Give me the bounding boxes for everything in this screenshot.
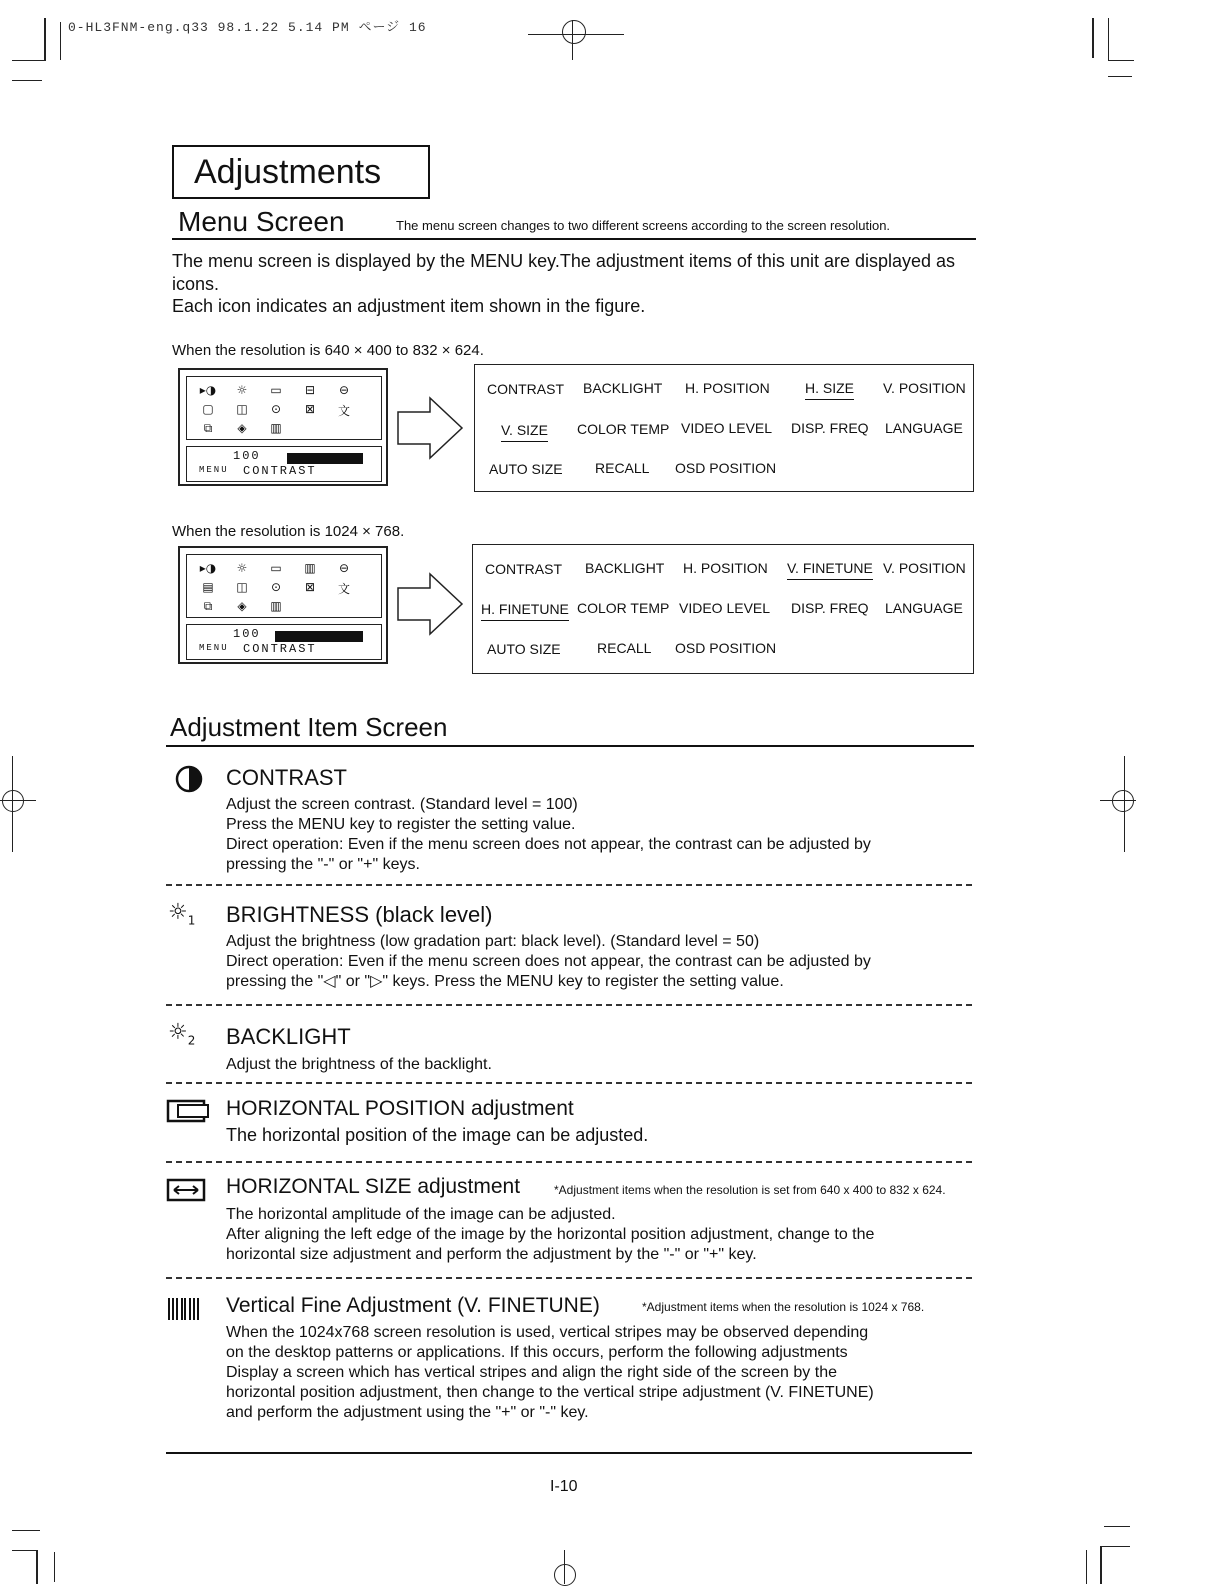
section-line: Press the MENU key to register the setting value. xyxy=(226,816,576,833)
section-line: and perform the adjustment using the "+" or "-" key. xyxy=(226,1404,589,1421)
dashed-divider xyxy=(166,1004,972,1006)
menu-item-osd-position: OSD POSITION xyxy=(675,640,777,656)
menu-items-box xyxy=(474,364,974,492)
page-title-box xyxy=(172,145,430,199)
horizontal-position-icon: ▭ xyxy=(270,561,282,575)
level-bar xyxy=(275,631,363,642)
resolution-caption: When the resolution is 640 × 400 to 832 × 624. xyxy=(172,342,484,359)
section-title: BACKLIGHT xyxy=(226,1024,351,1049)
section-line: horizontal size adjustment and perform the adjustment by the "-" or "+" key. xyxy=(226,1246,757,1263)
footer-rule xyxy=(166,1452,972,1454)
section-title: HORIZONTAL POSITION adjustment xyxy=(226,1097,574,1120)
osd-position-icon: ▥ xyxy=(270,421,282,435)
language-icon: 文 xyxy=(337,582,350,596)
section-line: pressing the "-" or "+" keys. xyxy=(226,856,420,873)
menu-item-disp-freq: DISP. FREQ xyxy=(791,420,869,436)
menu-item-h-position: H. POSITION xyxy=(683,560,768,576)
level-bar xyxy=(287,453,363,464)
menu-screen-intro-2: Each icon indicates an adjustment item shown in the figure. xyxy=(172,296,646,316)
menu-item-video-level: VIDEO LEVEL xyxy=(679,600,771,616)
osd-position-icon: ▥ xyxy=(270,599,282,613)
osd-icon-grid xyxy=(191,383,361,438)
section-title: CONTRAST xyxy=(226,765,347,790)
menu-item-auto-size: AUTO SIZE xyxy=(489,461,563,477)
adjustment-item-heading: Adjustment Item Screen xyxy=(170,712,448,742)
section-body xyxy=(226,932,966,992)
contrast-icon: ▸◑ xyxy=(199,383,217,397)
section-body xyxy=(226,1323,970,1423)
vertical-position-icon: ⊖ xyxy=(338,383,350,397)
recall-icon: ◈ xyxy=(237,421,247,435)
osd-menu-illustration xyxy=(178,368,388,486)
menu-item-backlight: BACKLIGHT xyxy=(585,560,665,576)
menu-item-disp-freq: DISP. FREQ xyxy=(791,600,869,616)
file-info: 0-HL3FNM-eng.q33 98.1.22 5.14 PM ページ 16 xyxy=(68,20,427,35)
section-line: Adjust the brightness (low gradation part: black level). (Standard level = 50) xyxy=(226,933,760,950)
section-line: Direct operation: Even if the menu screen does not appear, the contrast can be adjusted by xyxy=(226,953,871,970)
divider xyxy=(166,745,974,747)
osd-status-panel xyxy=(186,446,382,482)
section-body xyxy=(226,1055,966,1075)
divider xyxy=(172,238,976,240)
section-title: BRIGHTNESS (black level) xyxy=(226,902,493,927)
osd-status-panel xyxy=(186,624,382,660)
auto-size-icon: ⧉ xyxy=(203,421,213,435)
menu-item-contrast: CONTRAST xyxy=(487,381,564,397)
section-line: When the 1024x768 screen resolution is used, vertical stripes may be observed depending xyxy=(226,1324,869,1341)
video-level-icon: ⊙ xyxy=(270,402,282,416)
menu-item-h-size: H. SIZE xyxy=(805,380,854,400)
disp-freq-icon: ⊠ xyxy=(304,580,316,594)
vertical-position-icon: ⊖ xyxy=(338,561,350,575)
menu-items-box xyxy=(472,544,974,674)
vertical-size-icon: ▢ xyxy=(202,402,214,416)
menu-item-auto-size: AUTO SIZE xyxy=(487,641,561,657)
section-line: on the desktop patterns or applications. If this occurs, perform the following adjustments xyxy=(226,1344,848,1361)
menu-item-recall: RECALL xyxy=(595,460,650,476)
section-body xyxy=(226,1205,966,1265)
menu-item-h-position: H. POSITION xyxy=(685,380,770,396)
brightness-icon: ☼ xyxy=(236,383,248,397)
backlight-icon: $☼_2$ xyxy=(168,1020,196,1048)
osd-icon-panel xyxy=(186,376,382,440)
horizontal-position-icon: ▭ xyxy=(270,383,282,397)
section-note: *Adjustment items when the resolution is set from 640 x 400 to 832 x 624. xyxy=(554,1183,946,1197)
menu-item-h-finetune: H. FINETUNE xyxy=(481,601,569,621)
section-body xyxy=(226,1125,966,1146)
level-value: 100 xyxy=(233,627,261,641)
menu-item-color-temp: COLOR TEMP xyxy=(577,600,670,616)
contrast-icon xyxy=(174,764,204,794)
horizontal-size-icon xyxy=(166,1178,206,1202)
color-temp-icon: ◫ xyxy=(236,580,248,594)
auto-size-icon: ⧉ xyxy=(203,599,213,613)
menu-screen-heading: Menu Screen xyxy=(178,206,345,237)
page-number: I-10 xyxy=(550,1478,578,1495)
menu-item-recall: RECALL xyxy=(597,640,652,656)
menu-item-contrast: CONTRAST xyxy=(485,561,562,577)
section-title: Vertical Fine Adjustment (V. FINETUNE) xyxy=(226,1294,600,1317)
menu-item-v-size: V. SIZE xyxy=(501,422,548,442)
menu-item-osd-position: OSD POSITION xyxy=(675,460,777,476)
menu-item-language: LANGUAGE xyxy=(885,600,963,616)
arrow-icon xyxy=(396,396,466,462)
menu-item-backlight: BACKLIGHT xyxy=(583,380,663,396)
item-label: CONTRAST xyxy=(243,464,317,478)
menu-item-language: LANGUAGE xyxy=(885,420,963,436)
item-label: CONTRAST xyxy=(243,642,317,656)
arrow-icon xyxy=(396,572,466,638)
vertical-finetune-icon xyxy=(166,1296,202,1322)
menu-label: MENU xyxy=(199,643,229,653)
osd-icon-panel xyxy=(186,554,382,618)
section-line: The horizontal amplitude of the image can be adjusted. xyxy=(226,1206,616,1223)
section-line: The horizontal position of the image can be adjusted. xyxy=(226,1125,649,1145)
section-line: After aligning the left edge of the image by the horizontal position adjustment, change to the xyxy=(226,1226,875,1243)
dashed-divider xyxy=(166,1161,972,1163)
language-icon: 文 xyxy=(337,404,350,418)
menu-screen-intro: The menu screen is displayed by the MENU key.The adjustment items of this unit are displayed as icons. xyxy=(172,251,956,294)
section-line: Adjust the screen contrast. (Standard level = 100) xyxy=(226,796,578,813)
menu-item-color-temp: COLOR TEMP xyxy=(577,421,670,437)
page-title: Adjustments xyxy=(194,153,382,191)
section-line: Display a screen which has vertical stripes and align the right side of the screen by the xyxy=(226,1364,837,1381)
resolution-caption: When the resolution is 1024 × 768. xyxy=(172,523,405,540)
vertical-finetune-icon: ▥ xyxy=(304,561,316,575)
menu-item-v-position: V. POSITION xyxy=(883,380,966,396)
contrast-icon: ▸◑ xyxy=(199,561,217,575)
level-value: 100 xyxy=(233,449,261,463)
osd-icon-grid xyxy=(191,561,361,616)
brightness-icon: ☼ xyxy=(236,561,248,575)
menu-item-v-position: V. POSITION xyxy=(883,560,966,576)
section-note: *Adjustment items when the resolution is 1024 x 768. xyxy=(642,1300,925,1314)
horizontal-position-icon xyxy=(166,1099,212,1123)
section-body xyxy=(226,795,966,875)
brightness-icon: $☼_1$ xyxy=(168,900,196,928)
menu-item-v-finetune: V. FINETUNE xyxy=(787,560,873,580)
horizontal-finetune-icon: ▤ xyxy=(202,580,214,594)
horizontal-size-icon: ⊟ xyxy=(304,383,316,397)
menu-item-video-level: VIDEO LEVEL xyxy=(681,420,773,436)
disp-freq-icon: ⊠ xyxy=(304,402,316,416)
dashed-divider xyxy=(166,1277,972,1279)
color-temp-icon: ◫ xyxy=(236,402,248,416)
video-level-icon: ⊙ xyxy=(270,580,282,594)
dashed-divider xyxy=(166,884,972,886)
menu-screen-note: The menu screen changes to two different screens according to the screen resolution. xyxy=(396,218,891,233)
dashed-divider xyxy=(166,1082,972,1084)
section-title: HORIZONTAL SIZE adjustment xyxy=(226,1175,521,1198)
section-line: Direct operation: Even if the menu screen does not appear, the contrast can be adjusted by xyxy=(226,836,871,853)
recall-icon: ◈ xyxy=(237,599,247,613)
menu-label: MENU xyxy=(199,465,229,475)
section-line: pressing the "◁" or "▷" keys. Press the MENU key to register the setting value. xyxy=(226,973,784,990)
osd-menu-illustration xyxy=(178,546,388,664)
section-line: horizontal position adjustment, then change to the vertical stripe adjustment (V. FINETUNE) xyxy=(226,1384,874,1401)
section-line: Adjust the brightness of the backlight. xyxy=(226,1056,492,1073)
